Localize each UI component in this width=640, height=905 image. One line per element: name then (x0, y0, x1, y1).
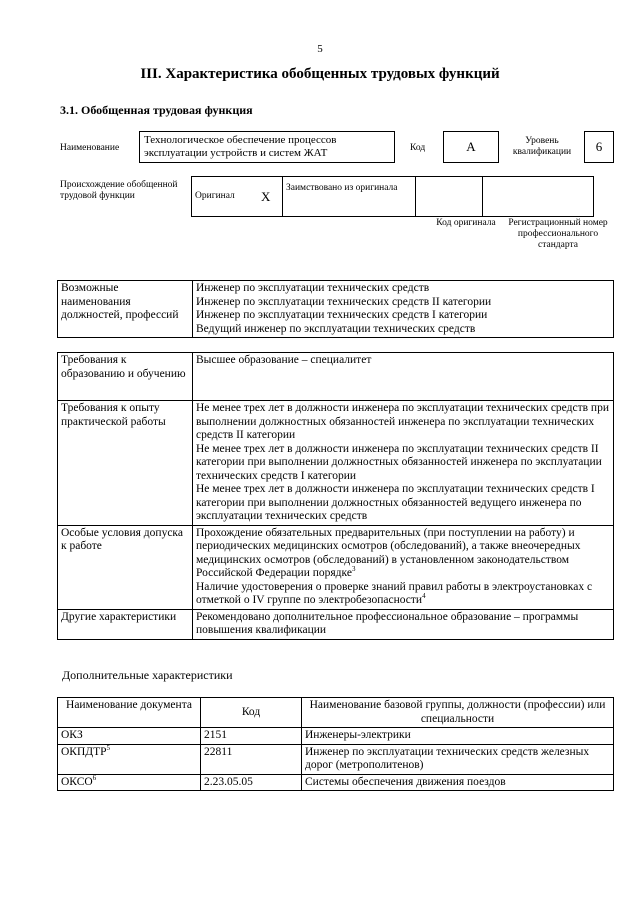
section-title: III. Характеристика обобщенных трудовых функций (140, 66, 500, 82)
education-label: Требования к образованию и обучению (58, 353, 193, 401)
footnote-ref: 5 (106, 743, 111, 752)
level-label: Уровень квалификации (512, 136, 572, 157)
footnote-ref: 3 (351, 565, 356, 574)
original-label: Оригинал (192, 177, 259, 217)
header-code: Код (201, 698, 302, 728)
footnote-ref: 4 (422, 592, 426, 601)
position-item: Инженер по эксплуатации технических средств II категории (196, 295, 492, 308)
other-line: Рекомендовано дополнительное профессиональное образование – программы повышения квалификации (196, 610, 579, 636)
experience-line: Не менее трех лет в должности инженера по эксплуатации технических средств II категории при выполнении должностных обязанностей инженера по эксплуатации технических средств I категории (196, 442, 602, 482)
code-caption: Код оригинала (436, 218, 496, 228)
other-value (193, 609, 614, 639)
name-cell: Инженеры-электрики (302, 728, 614, 745)
experience-label: Требования к опыту практической работы (58, 401, 193, 526)
positions-table (57, 280, 614, 338)
origin-label: Происхождение обобщенной трудовой функции (60, 180, 178, 201)
code-value: А (443, 131, 499, 163)
doc-cell: ОКПДТР$^5$ (58, 744, 201, 774)
doc-cell: ОКСО$^6$ (58, 774, 201, 791)
name-label: Наименование (60, 143, 120, 153)
experience-line: Не менее трех лет в должности инженера по эксплуатации технических средств при выполнении должностных обязанностей инженера по эксплуатации технических средств II категории (196, 402, 609, 441)
doc-cell: ОКЗ (58, 728, 201, 745)
additional-table (57, 697, 614, 791)
position-item: Ведущий инженер по эксплуатации технических средств (196, 322, 476, 335)
header-doc: Наименование документа (58, 698, 201, 728)
code-cell: 2.23.05.05 (201, 774, 302, 791)
code-label: Код (410, 143, 426, 153)
name-value: Технологическое обеспечение процессов эксплуатации устройств и систем ЖАТ (139, 131, 395, 163)
requirements-table (57, 352, 614, 640)
reg-caption: Регистрационный номер профессионального стандарта (508, 218, 608, 250)
position-item: Инженер по эксплуатации технических средств (196, 282, 430, 294)
name-cell: Инженер по эксплуатации технических средств железных дорог (метрополитенов) (302, 744, 614, 774)
footnote-ref: 6 (92, 773, 97, 782)
other-label: Другие характеристики (58, 609, 193, 639)
reg-number-cell (483, 177, 594, 217)
level-value: 6 (584, 131, 614, 163)
header-name: Наименование базовой группы, должности (профессии) или специальности (302, 698, 614, 728)
additional-title: Дополнительные характеристики (62, 668, 233, 682)
original-mark: X (258, 177, 283, 217)
page-number: 5 (317, 43, 323, 55)
code-cell: 2151 (201, 728, 302, 745)
borrowed-label: Заимствовано из оригинала (283, 177, 416, 217)
position-item: Инженер по эксплуатации технических средств I категории (196, 309, 488, 321)
experience-value (193, 401, 614, 526)
education-line: Высшее образование – специалитет (196, 354, 372, 366)
education-value (193, 353, 614, 401)
experience-line: Не менее трех лет в должности инженера по эксплуатации технических средств I категории при выполнении должностных обязанностей ведущего инженера по эксплуатации технических средств (196, 483, 595, 522)
admission-line: Наличие удостоверения о проверке знаний правил работы в электроустановках с отметкой о IV группе по электробезопасности$^4$ (196, 580, 593, 606)
admission-label: Особые условия допуска к работе (58, 525, 193, 609)
admission-value (193, 525, 614, 609)
admission-line: Прохождение обязательных предварительных (при поступлении на работу) и периодических медицинских осмотров (обследований), а также внеочередных медицинских осмотров (обследований) в установленном законодательством Российской Федерации порядке$^3$ (196, 526, 581, 579)
original-code-cell (416, 177, 483, 217)
positions-label: Возможные наименования должностей, профессий (58, 281, 193, 338)
name-cell: Системы обеспечения движения поездов (302, 774, 614, 791)
subsection-title: 3.1. Обобщенная трудовая функция (60, 103, 253, 117)
origin-table (191, 176, 594, 217)
positions-list (193, 281, 614, 338)
code-cell: 22811 (201, 744, 302, 774)
